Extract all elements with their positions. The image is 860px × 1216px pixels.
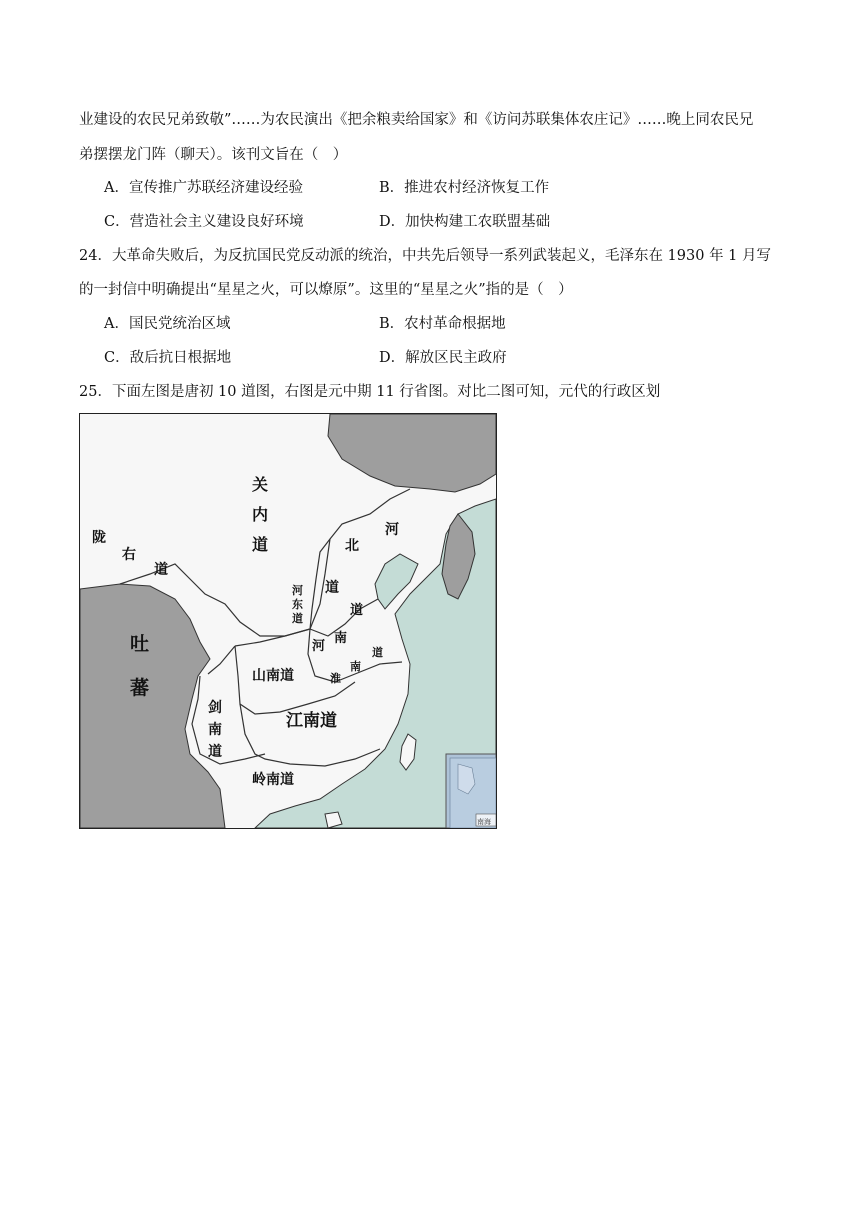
q24-option-d[interactable]: D．解放区民主政府 xyxy=(379,350,507,366)
q23-option-a[interactable]: A．宣传推广苏联经济建设经验 xyxy=(104,180,303,196)
label-hebei-3: 道 xyxy=(325,580,339,596)
label-henan-3: 南 xyxy=(334,631,348,646)
label-jiannan-3: 道 xyxy=(208,744,222,760)
label-guannei-3: 道 xyxy=(252,535,269,554)
label-jiannan-2: 南 xyxy=(208,722,222,738)
q23-text-line-1: 业建设的农民兄弟致敬”……为农民演出《把余粮卖给国家》和《访问苏联集体农庄记》……晚上同农民兄 xyxy=(79,112,754,128)
label-henan-1: 道 xyxy=(350,603,364,618)
label-tubo-1: 吐 xyxy=(130,633,150,655)
label-hebei-1: 河 xyxy=(385,522,399,538)
q23-option-d[interactable]: D．加快构建工农联盟基础 xyxy=(379,214,551,230)
inset-map xyxy=(446,754,496,828)
label-longyou-3: 道 xyxy=(154,562,168,578)
inset-label: 南海 xyxy=(477,818,491,826)
q24-text-line-1: 24．大革命失败后，为反抗国民党反动派的统治，中共先后领导一系列武装起义，毛泽东在 1930 年 1 月写 xyxy=(79,248,772,264)
q24-option-a[interactable]: A．国民党统治区域 xyxy=(104,316,231,332)
label-shannan: 山南道 xyxy=(252,668,294,684)
q23-text-line-2: 弟摆摆龙门阵（聊天）。该刊文旨在（ ） xyxy=(79,147,348,163)
label-longyou-2: 右 xyxy=(122,547,136,563)
label-tubo-2: 蕃 xyxy=(130,677,150,699)
label-hedong-2: 东 xyxy=(292,598,303,611)
label-huainan-2: 道 xyxy=(372,646,383,659)
label-hebei-2: 北 xyxy=(345,538,359,554)
q24-option-b[interactable]: B．农村革命根据地 xyxy=(379,316,506,332)
label-huainan-3: 淮 xyxy=(330,672,341,685)
tang-ten-circuits-map xyxy=(79,413,497,829)
label-jiangnan: 江南道 xyxy=(286,711,337,731)
label-henan-2: 河 xyxy=(312,639,326,654)
label-jiannan-1: 剑 xyxy=(208,700,222,716)
q24-text-line-2: 的一封信中明确提出“星星之火，可以燎原”。这里的“星星之火”指的是（ ） xyxy=(79,282,573,298)
label-lingnan: 岭南道 xyxy=(252,772,294,788)
q23-option-b[interactable]: B．推进农村经济恢复工作 xyxy=(379,180,550,196)
q24-option-c[interactable]: C．敌后抗日根据地 xyxy=(104,350,232,366)
label-hedong-3: 道 xyxy=(292,612,303,625)
label-hedong-1: 河 xyxy=(292,584,303,597)
q23-option-c[interactable]: C．营造社会主义建设良好环境 xyxy=(104,214,304,230)
label-guannei-2: 内 xyxy=(252,505,269,524)
label-huainan-1: 南 xyxy=(350,660,361,673)
q25-text-line-1: 25．下面左图是唐初 10 道图，右图是元中期 11 行省图。对比二图可知，元代的行政区划 xyxy=(79,384,661,400)
label-longyou-1: 陇 xyxy=(92,530,106,546)
label-guannei-1: 关 xyxy=(252,475,269,494)
